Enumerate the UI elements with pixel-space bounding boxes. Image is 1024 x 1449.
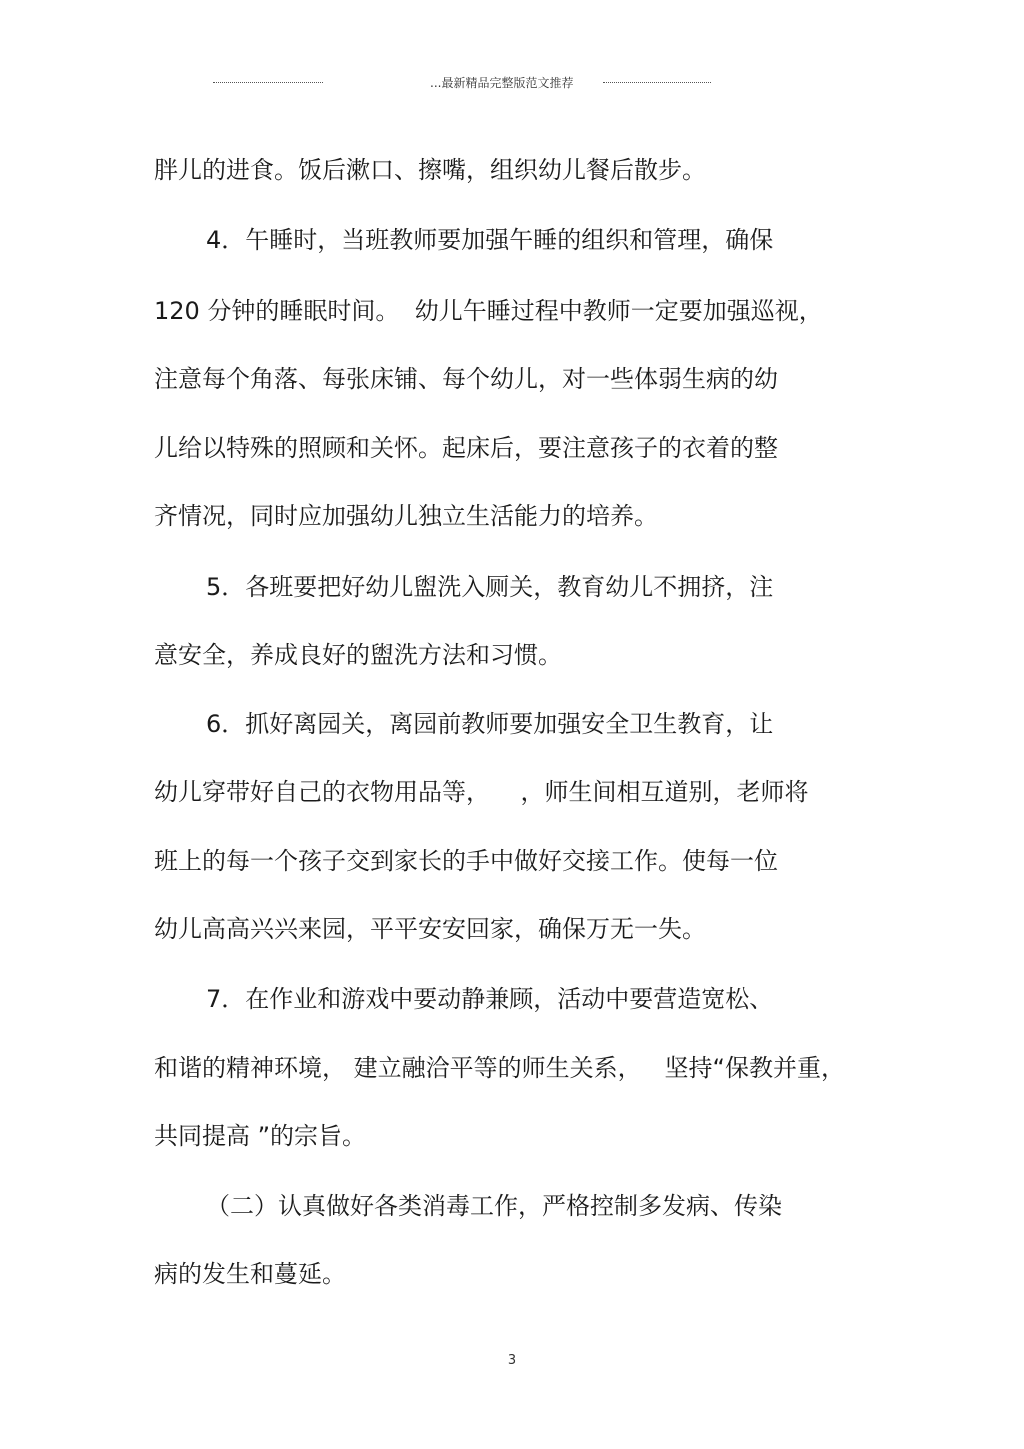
header-dotted-rule-left: [213, 82, 323, 83]
header-dotted-rule-right: [603, 82, 711, 83]
paragraph-line: 120 分钟的睡眠时间。 幼儿午睡过程中教师一定要加强巡视，: [154, 297, 823, 325]
paragraph-line: 5．各班要把好幼儿盥洗入厕关，教育幼儿不拥挤，注: [206, 573, 774, 601]
header-text: ...最新精品完整版范文推荐: [430, 76, 574, 90]
paragraph-line: 班上的每一个孩子交到家长的手中做好交接工作。使每一位: [154, 847, 778, 875]
paragraph-line: 注意每个角落、每张床铺、每个幼儿，对一些体弱生病的幼: [154, 365, 778, 393]
paragraph-line: 幼儿穿带好自己的衣物用品等， ，师生间相互道别，老师将: [154, 778, 809, 806]
paragraph-line: 4．午睡时，当班教师要加强午睡的组织和管理，确保: [206, 226, 774, 254]
paragraph-line: 意安全，养成良好的盥洗方法和习惯。: [154, 641, 562, 669]
paragraph-line: 病的发生和蔓延。: [154, 1260, 346, 1288]
paragraph-line: 6．抓好离园关，离园前教师要加强安全卫生教育，让: [206, 710, 774, 738]
paragraph-line: 共同提高 ”的宗旨。: [154, 1122, 367, 1150]
page-number: 3: [507, 1353, 517, 1368]
page-header: [0, 74, 1024, 94]
paragraph-line: 幼儿高高兴兴来园，平平安安回家，确保万无一失。: [154, 915, 706, 943]
paragraph-line: 7．在作业和游戏中要动静兼顾，活动中要营造宽松、: [206, 985, 774, 1013]
paragraph-line: 齐情况，同时应加强幼儿独立生活能力的培养。: [154, 502, 658, 530]
paragraph-line: 儿给以特殊的照顾和关怀。起床后，要注意孩子的衣着的整: [154, 434, 778, 462]
paragraph-line: 胖儿的进食。饭后漱口、擦嘴，组织幼儿餐后散步。: [154, 156, 706, 184]
paragraph-line: （二）认真做好各类消毒工作，严格控制多发病、传染: [206, 1192, 782, 1220]
paragraph-line: 和谐的精神环境， 建立融洽平等的师生关系， 坚持“保教并重，: [154, 1054, 845, 1082]
